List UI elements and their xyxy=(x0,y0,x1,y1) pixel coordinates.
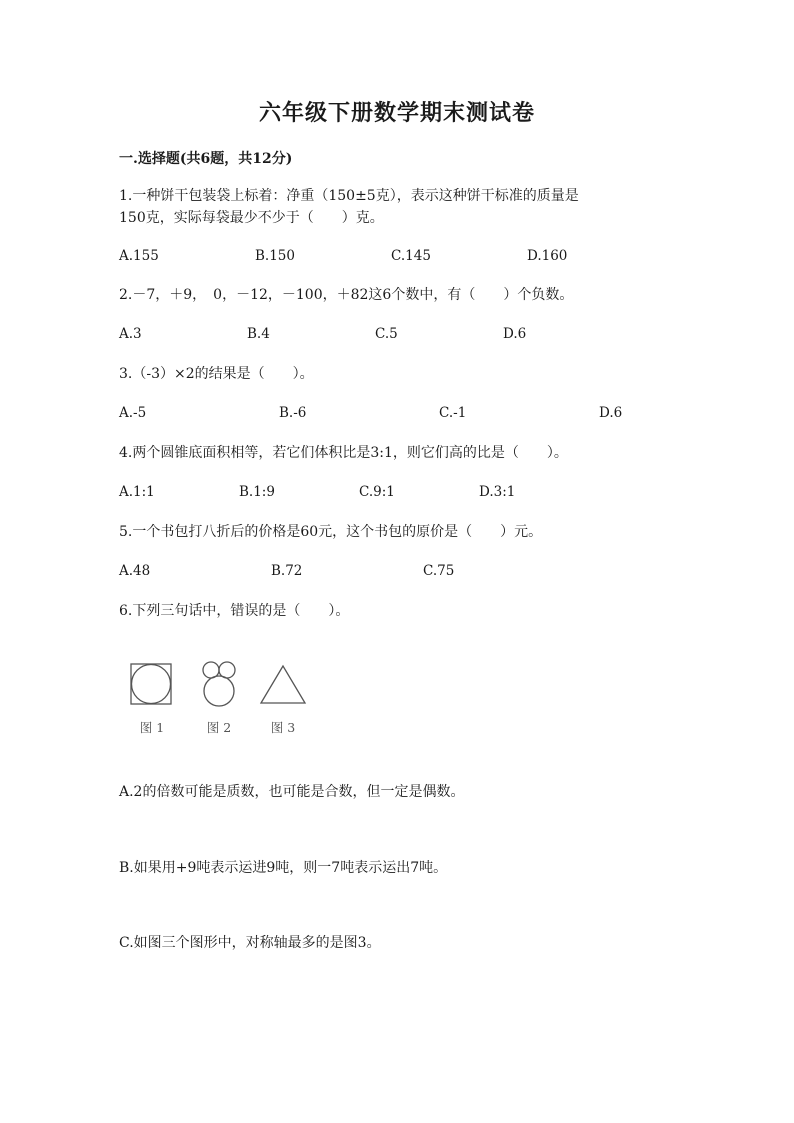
figure-3-label: 图 3 xyxy=(270,720,296,735)
question-3-option-c[interactable]: C.-1 xyxy=(439,405,467,421)
shapes-figure xyxy=(122,656,322,740)
question-6-figure xyxy=(122,656,322,740)
figure-3-triangle xyxy=(261,666,305,703)
page-title: 六年级下册数学期末测试卷 xyxy=(258,100,535,126)
question-2-options xyxy=(0,326,794,346)
question-4-option-d[interactable]: D.3:1 xyxy=(479,484,516,500)
question-4-option-b[interactable]: B.1:9 xyxy=(239,484,275,500)
question-5-text: 5.一个书包打八折后的价格是60元，这个书包的原价是（ ）元。 xyxy=(119,524,543,540)
question-5-option-b[interactable]: B.72 xyxy=(271,563,303,579)
section-heading: 一.选择题(共6题，共12分) xyxy=(119,151,293,167)
figure-1-label: 图 1 xyxy=(139,720,165,735)
question-1-text xyxy=(119,185,679,229)
question-4-option-a[interactable]: A.1:1 xyxy=(119,484,155,500)
question-2-option-b[interactable]: B.4 xyxy=(247,326,270,342)
question-1-options xyxy=(0,248,794,268)
question-5-options xyxy=(0,563,794,583)
question-5-option-a[interactable]: A.48 xyxy=(119,563,151,579)
question-1-option-d[interactable]: D.160 xyxy=(527,248,568,264)
question-1-line-1: 1.一种饼干包装袋上标着：净重（150±5克），表示这种饼干标准的质量是 xyxy=(119,188,579,204)
question-3-options xyxy=(0,405,794,425)
question-1-option-c[interactable]: C.145 xyxy=(391,248,431,264)
question-3-option-a[interactable]: A.-5 xyxy=(119,405,147,421)
question-1-option-a[interactable]: A.155 xyxy=(119,248,159,264)
question-3-option-d[interactable]: D.6 xyxy=(599,405,623,421)
question-6-option-b[interactable]: B.如果用+9吨表示运进9吨，则一7吨表示运出7吨。 xyxy=(119,860,448,876)
question-2-option-c[interactable]: C.5 xyxy=(375,326,398,342)
question-3-option-b[interactable]: B.-6 xyxy=(279,405,307,421)
question-1-line-2: 150克，实际每袋最少不少于（ ）克。 xyxy=(119,210,384,226)
question-2-text: 2.－7，＋9， 0，－12，－100，＋82这6个数中，有（ ）个负数。 xyxy=(119,287,574,303)
question-2-option-a[interactable]: A.3 xyxy=(119,326,142,342)
figure-2-label: 图 2 xyxy=(206,720,232,735)
question-6-option-c[interactable]: C.如图三个图形中，对称轴最多的是图3。 xyxy=(119,935,381,951)
question-1-option-b[interactable]: B.150 xyxy=(255,248,295,264)
question-4-option-c[interactable]: C.9:1 xyxy=(359,484,395,500)
question-4-text: 4.两个圆锥底面积相等，若它们体积比是3:1，则它们高的比是（ ）。 xyxy=(119,445,568,461)
question-6-option-a[interactable]: A.2的倍数可能是质数，也可能是合数，但一定是偶数。 xyxy=(119,784,465,800)
question-3-text: 3.（-3）×2的结果是（ ）。 xyxy=(119,366,314,382)
question-6-text: 6.下列三句话中，错误的是（ ）。 xyxy=(119,603,350,619)
question-4-options xyxy=(0,484,794,504)
figure-1-circle xyxy=(132,665,171,704)
question-2-option-d[interactable]: D.6 xyxy=(503,326,527,342)
question-5-option-c[interactable]: C.75 xyxy=(423,563,455,579)
figure-2-large-circle xyxy=(204,676,234,706)
